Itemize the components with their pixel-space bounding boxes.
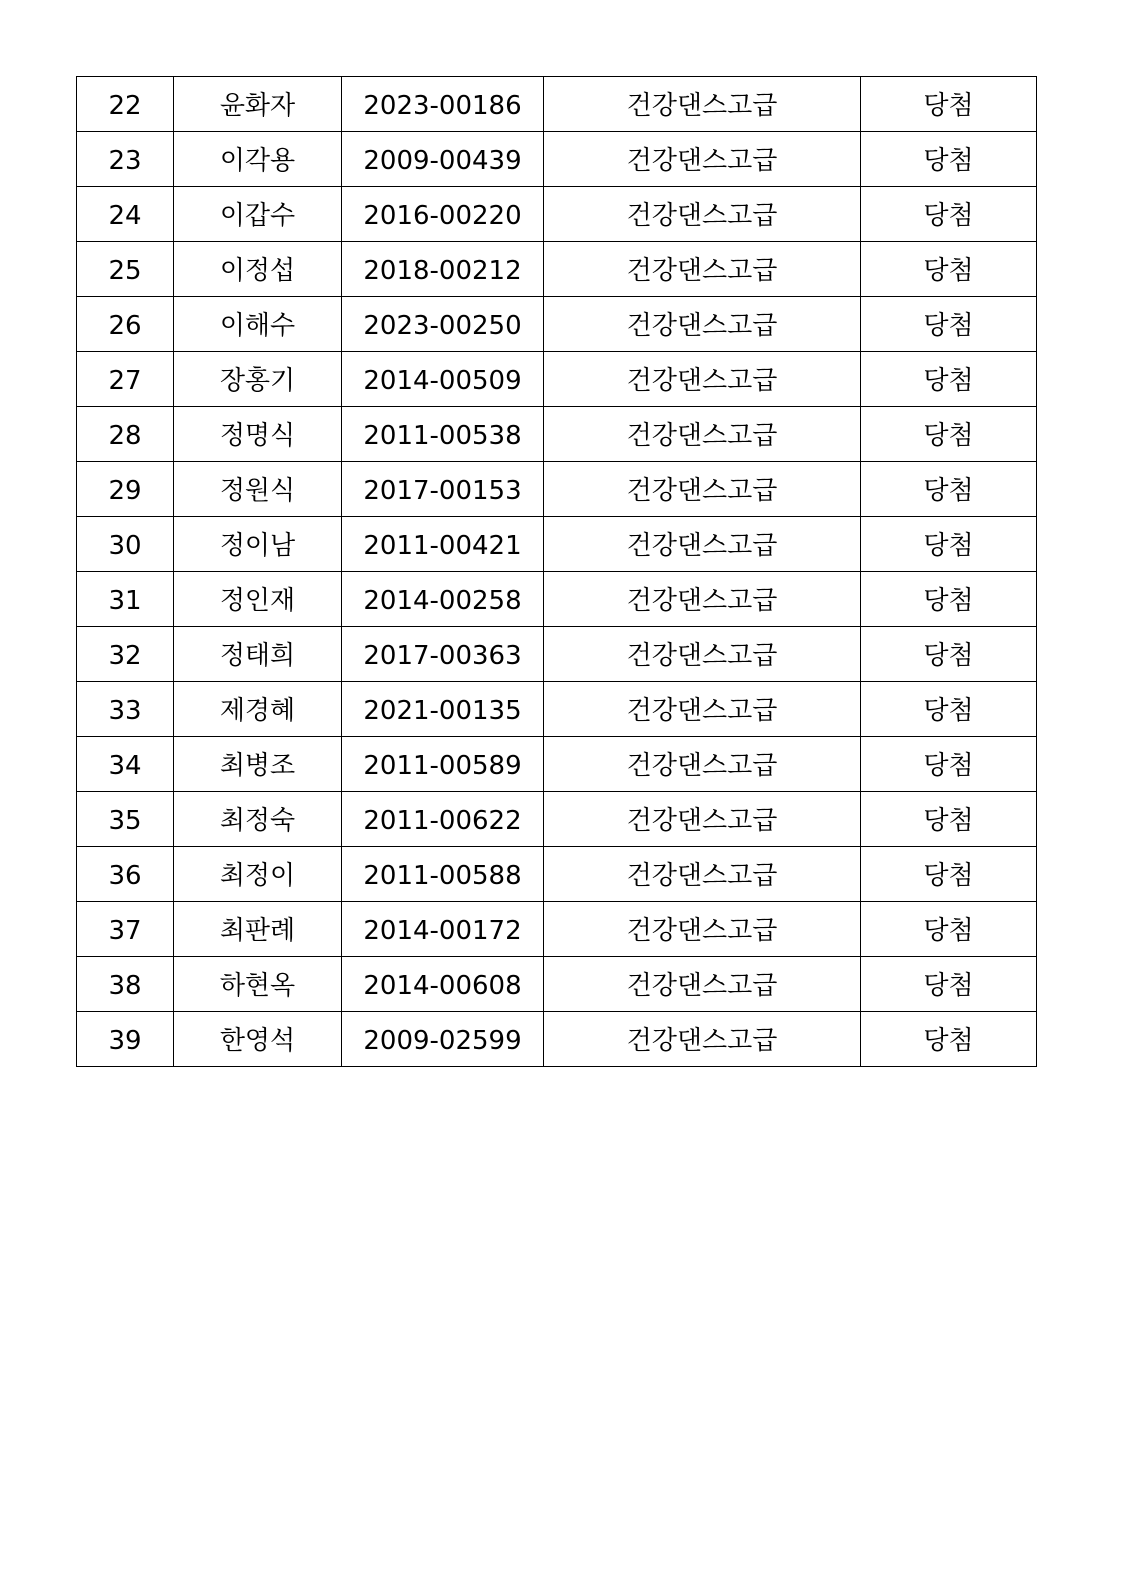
name-cell: 이갑수 bbox=[174, 187, 342, 242]
row-number-cell: 33 bbox=[77, 682, 174, 737]
result-cell: 당첨 bbox=[861, 297, 1037, 352]
course-cell: 건강댄스고급 bbox=[544, 77, 861, 132]
row-number-cell: 38 bbox=[77, 957, 174, 1012]
table-row bbox=[77, 297, 1037, 352]
registration-id-cell: 2009-00439 bbox=[342, 132, 544, 187]
course-cell: 건강댄스고급 bbox=[544, 407, 861, 462]
row-number-cell: 31 bbox=[77, 572, 174, 627]
result-cell: 당첨 bbox=[861, 132, 1037, 187]
result-cell: 당첨 bbox=[861, 737, 1037, 792]
table-row bbox=[77, 352, 1037, 407]
result-cell: 당첨 bbox=[861, 407, 1037, 462]
course-cell: 건강댄스고급 bbox=[544, 902, 861, 957]
row-number-cell: 26 bbox=[77, 297, 174, 352]
row-number-cell: 30 bbox=[77, 517, 174, 572]
result-cell: 당첨 bbox=[861, 847, 1037, 902]
course-cell: 건강댄스고급 bbox=[544, 352, 861, 407]
table-row bbox=[77, 572, 1037, 627]
name-cell: 최정숙 bbox=[174, 792, 342, 847]
name-cell: 이각용 bbox=[174, 132, 342, 187]
name-cell: 정원식 bbox=[174, 462, 342, 517]
registration-id-cell: 2009-02599 bbox=[342, 1012, 544, 1067]
name-cell: 최병조 bbox=[174, 737, 342, 792]
name-cell: 정인재 bbox=[174, 572, 342, 627]
row-number-cell: 37 bbox=[77, 902, 174, 957]
result-cell: 당첨 bbox=[861, 187, 1037, 242]
result-cell: 당첨 bbox=[861, 682, 1037, 737]
table-row bbox=[77, 902, 1037, 957]
registration-id-cell: 2014-00258 bbox=[342, 572, 544, 627]
registration-id-cell: 2021-00135 bbox=[342, 682, 544, 737]
course-cell: 건강댄스고급 bbox=[544, 242, 861, 297]
table-row bbox=[77, 517, 1037, 572]
row-number-cell: 22 bbox=[77, 77, 174, 132]
name-cell: 최판례 bbox=[174, 902, 342, 957]
name-cell: 제경혜 bbox=[174, 682, 342, 737]
row-number-cell: 25 bbox=[77, 242, 174, 297]
result-cell: 당첨 bbox=[861, 627, 1037, 682]
course-cell: 건강댄스고급 bbox=[544, 297, 861, 352]
name-cell: 최정이 bbox=[174, 847, 342, 902]
result-cell: 당첨 bbox=[861, 242, 1037, 297]
registration-id-cell: 2023-00250 bbox=[342, 297, 544, 352]
name-cell: 정명식 bbox=[174, 407, 342, 462]
table-row bbox=[77, 407, 1037, 462]
result-cell: 당첨 bbox=[861, 792, 1037, 847]
registration-id-cell: 2011-00622 bbox=[342, 792, 544, 847]
course-cell: 건강댄스고급 bbox=[544, 847, 861, 902]
registration-id-cell: 2018-00212 bbox=[342, 242, 544, 297]
table-row bbox=[77, 132, 1037, 187]
table-row bbox=[77, 957, 1037, 1012]
name-cell: 하현옥 bbox=[174, 957, 342, 1012]
name-cell: 정이남 bbox=[174, 517, 342, 572]
result-cell: 당첨 bbox=[861, 902, 1037, 957]
registration-id-cell: 2023-00186 bbox=[342, 77, 544, 132]
name-cell: 이정섭 bbox=[174, 242, 342, 297]
row-number-cell: 29 bbox=[77, 462, 174, 517]
row-number-cell: 35 bbox=[77, 792, 174, 847]
result-cell: 당첨 bbox=[861, 462, 1037, 517]
name-cell: 장홍기 bbox=[174, 352, 342, 407]
table-row bbox=[77, 242, 1037, 297]
course-cell: 건강댄스고급 bbox=[544, 792, 861, 847]
course-cell: 건강댄스고급 bbox=[544, 462, 861, 517]
table-row bbox=[77, 847, 1037, 902]
result-cell: 당첨 bbox=[861, 517, 1037, 572]
registration-id-cell: 2017-00153 bbox=[342, 462, 544, 517]
table-row bbox=[77, 1012, 1037, 1067]
table-row bbox=[77, 187, 1037, 242]
row-number-cell: 34 bbox=[77, 737, 174, 792]
row-number-cell: 28 bbox=[77, 407, 174, 462]
name-cell: 이해수 bbox=[174, 297, 342, 352]
result-cell: 당첨 bbox=[861, 572, 1037, 627]
table-row bbox=[77, 77, 1037, 132]
registration-id-cell: 2011-00589 bbox=[342, 737, 544, 792]
course-cell: 건강댄스고급 bbox=[544, 1012, 861, 1067]
course-cell: 건강댄스고급 bbox=[544, 187, 861, 242]
row-number-cell: 39 bbox=[77, 1012, 174, 1067]
table-row bbox=[77, 682, 1037, 737]
course-cell: 건강댄스고급 bbox=[544, 957, 861, 1012]
registration-id-cell: 2011-00538 bbox=[342, 407, 544, 462]
table-row bbox=[77, 792, 1037, 847]
table-body bbox=[77, 77, 1037, 1067]
course-cell: 건강댄스고급 bbox=[544, 132, 861, 187]
lottery-result-table bbox=[76, 76, 1037, 1067]
registration-id-cell: 2014-00172 bbox=[342, 902, 544, 957]
table-row bbox=[77, 627, 1037, 682]
registration-id-cell: 2014-00509 bbox=[342, 352, 544, 407]
row-number-cell: 36 bbox=[77, 847, 174, 902]
row-number-cell: 24 bbox=[77, 187, 174, 242]
table-row bbox=[77, 737, 1037, 792]
row-number-cell: 32 bbox=[77, 627, 174, 682]
row-number-cell: 23 bbox=[77, 132, 174, 187]
course-cell: 건강댄스고급 bbox=[544, 627, 861, 682]
result-cell: 당첨 bbox=[861, 77, 1037, 132]
registration-id-cell: 2011-00421 bbox=[342, 517, 544, 572]
registration-id-cell: 2014-00608 bbox=[342, 957, 544, 1012]
result-cell: 당첨 bbox=[861, 957, 1037, 1012]
course-cell: 건강댄스고급 bbox=[544, 517, 861, 572]
name-cell: 한영석 bbox=[174, 1012, 342, 1067]
registration-id-cell: 2011-00588 bbox=[342, 847, 544, 902]
registration-id-cell: 2017-00363 bbox=[342, 627, 544, 682]
course-cell: 건강댄스고급 bbox=[544, 572, 861, 627]
result-cell: 당첨 bbox=[861, 1012, 1037, 1067]
registration-id-cell: 2016-00220 bbox=[342, 187, 544, 242]
table-row bbox=[77, 462, 1037, 517]
name-cell: 윤화자 bbox=[174, 77, 342, 132]
row-number-cell: 27 bbox=[77, 352, 174, 407]
result-cell: 당첨 bbox=[861, 352, 1037, 407]
course-cell: 건강댄스고급 bbox=[544, 682, 861, 737]
name-cell: 정태희 bbox=[174, 627, 342, 682]
course-cell: 건강댄스고급 bbox=[544, 737, 861, 792]
